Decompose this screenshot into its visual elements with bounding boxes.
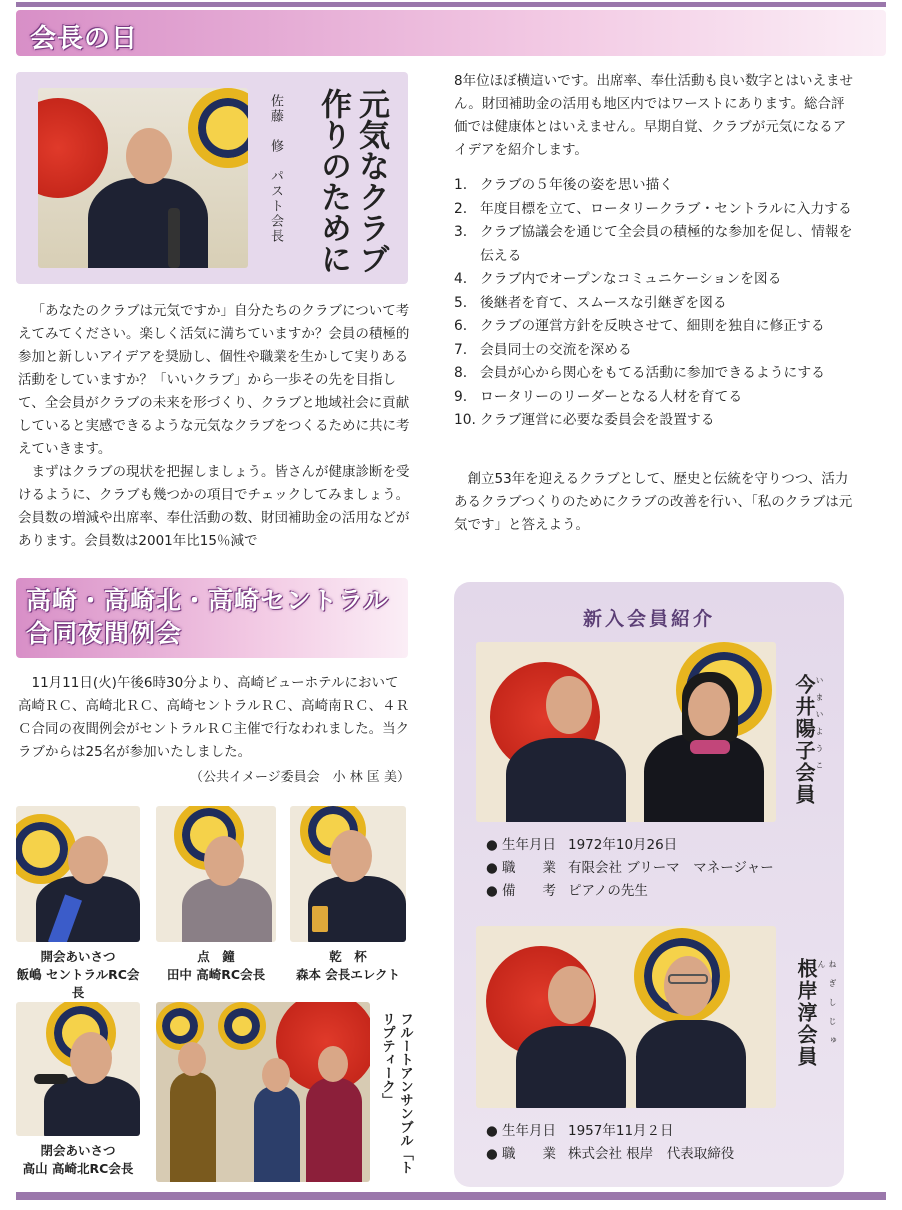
member-ruby-imai: いまいようこ (815, 676, 824, 778)
caption-name: 田中 高崎RC会長 (166, 967, 266, 982)
article-paragraph: まずはクラブの現状を把握しましょう。皆さんが健康診断を受けるように、クラブも幾つかの項目でチェックしてみましょう。会員数の増減や出席率、奉仕活動の数、財団補助金の活用などがあります。会員数は2001年比15％減で (18, 464, 410, 549)
idea-list-number: 10. (454, 412, 476, 428)
idea-list-item (454, 315, 854, 339)
idea-list-text: 後継者を育て、スムースな引継ぎを図る (480, 294, 727, 311)
caption-role: 点 鐘 (197, 949, 235, 964)
idea-list-number: 5. (454, 294, 468, 311)
idea-list-item (454, 362, 854, 386)
member-ruby-negishi: ねぎしじゅん (817, 960, 837, 1055)
idea-list-number: 4. (454, 271, 468, 287)
caption-role: 閉会あいさつ (40, 1143, 116, 1158)
idea-list-number: 7. (454, 341, 468, 358)
article-paragraph: 8年位ほぼ横這いです。出席率、奉仕活動も良い数字とはいえません。財団補助金の活用も地区内ではワーストにあります。総合評価では健康体とはいえません。早期自覚、クラブが元気になるアイデアを紹介します。 (454, 73, 854, 158)
member-name-imai: 今井陽子会員 (792, 674, 816, 806)
info-row: ● 生年月日 1972年10月26日 (486, 837, 678, 853)
member-photo-imai (476, 642, 776, 822)
joint-meeting-paragraph: 11月11日(火)午後6時30分より、高崎ビューホテルにおいて高崎ＲＣ、高崎北ＲＣ、高崎セントラルＲＣ、高崎南ＲＣ、４ＲＣ合同の夜間例会がセントラルＲＣ主催で行なわれました。当クラブからは25名が参加いたしました。 (18, 675, 410, 760)
president-article-title: 元気なクラブ作りのために (315, 88, 389, 274)
president-photo (38, 88, 248, 268)
event-photo-flute (156, 1002, 370, 1182)
idea-list-text: クラブ内でオープンなコミュニケーションを図る (480, 271, 782, 287)
idea-list-number: 9. (454, 388, 468, 405)
idea-list-number: 8. (454, 365, 468, 381)
flute-ensemble-caption: フルートアンサンブル「トリプティーク」 (379, 1012, 413, 1174)
event-photo-toast (290, 806, 406, 942)
photo-caption-toast (284, 948, 412, 984)
new-members-title: 新入会員紹介 (582, 608, 715, 630)
caption-role: 乾 杯 (329, 949, 367, 964)
joint-meeting-body (18, 672, 410, 764)
joint-meeting-credit: （公共イメージ委員会 小 林 匡 美） (189, 770, 410, 785)
article-closing (454, 468, 854, 537)
info-row: ● 備 考 ピアノの先生 (486, 883, 648, 899)
idea-list-number: 3. (454, 224, 468, 240)
member-name-negishi: 根岸淳会員 (794, 958, 818, 1068)
idea-list-number: 2. (454, 200, 468, 217)
idea-list-text: ロータリーのリーダーとなる人材を育てる (480, 388, 743, 405)
idea-list-item (454, 221, 854, 268)
photo-caption-bell (150, 948, 282, 984)
caption-role: 開会あいさつ (40, 949, 116, 964)
idea-list-item (454, 409, 854, 433)
member-info-imai (486, 834, 836, 903)
caption-name: 高山 高崎北RC会長 (22, 1161, 134, 1176)
idea-list-text: 会員同士の交流を深める (480, 341, 632, 358)
info-row: ● 生年月日 1957年11月２日 (486, 1123, 674, 1139)
idea-list-item (454, 268, 854, 292)
idea-list-item (454, 198, 854, 222)
idea-list-text: クラブ運営に必要な委員会を設置する (480, 412, 715, 428)
top-rule (16, 2, 886, 7)
idea-list-text: 会員が心から関心をもてる活動に参加できるようにする (480, 365, 825, 381)
article-body-right (454, 70, 854, 162)
caption-name: 森本 会長エレクト (295, 967, 401, 982)
article-paragraph: 「あなたのクラブは元気ですか」自分たちのクラブについて考えてみてください。楽しく活気に満ちていますか？会員の積極的参加と新しいアイデアを奨励し、個性や職業を生かして実りある活動をしていますか？「いいクラブ」から一歩その先を目指して、全会員がクラブの未来を形づくり、クラブと地域社会に貢献していると実感できるような元気なクラブをつくるために共に考えていきます。 (18, 303, 410, 457)
joint-meeting-title-line1: 高崎・高崎北・高崎セントラル (26, 586, 390, 615)
idea-list-item (454, 174, 854, 198)
photo-caption-opening (12, 948, 144, 1002)
president-author: 佐藤 修 パスト会長 (268, 94, 283, 244)
bottom-rule (16, 1192, 886, 1200)
event-photo-bell (156, 806, 276, 942)
article-paragraph: 創立53年を迎えるクラブとして、歴史と伝統を守りつつ、活力あるクラブつくりのためにクラブの改善を行い、「私のクラブは元気です」と答えよう。 (454, 471, 853, 533)
idea-list-number: 1. (454, 177, 468, 193)
idea-list-number: 6. (454, 318, 468, 334)
section-header-president-day: 会長の日 (16, 10, 886, 56)
caption-name: 飯嶋 セントラルRC会長 (16, 967, 140, 1000)
joint-meeting-title-line2: 合同夜間例会 (26, 619, 183, 648)
info-row: ● 職 業 有限会社 ブリーマ マネージャー (486, 860, 774, 876)
member-info-negishi (486, 1120, 836, 1166)
photo-caption-closing (12, 1142, 144, 1178)
member-photo-negishi (476, 926, 776, 1108)
event-photo-opening (16, 806, 140, 942)
info-row: ● 職 業 株式会社 根岸 代表取締役 (486, 1146, 735, 1162)
idea-list-text: クラブの運営方針を反映させて、細則を独自に修正する (480, 318, 825, 334)
idea-list-item (454, 339, 854, 363)
section-header-joint-meeting (16, 578, 408, 658)
idea-list (454, 174, 854, 433)
event-photo-closing (16, 1002, 140, 1136)
article-body-left (18, 300, 410, 553)
idea-list-text: 年度目標を立て、ロータリークラブ・セントラルに入力する (480, 200, 852, 217)
idea-list-text: クラブの５年後の姿を思い描く (480, 177, 674, 193)
idea-list-item (454, 386, 854, 410)
idea-list-text: クラブ協議会を通じて全会員の積極的な参加を促し、情報を伝える (480, 224, 853, 264)
idea-list-item (454, 292, 854, 316)
